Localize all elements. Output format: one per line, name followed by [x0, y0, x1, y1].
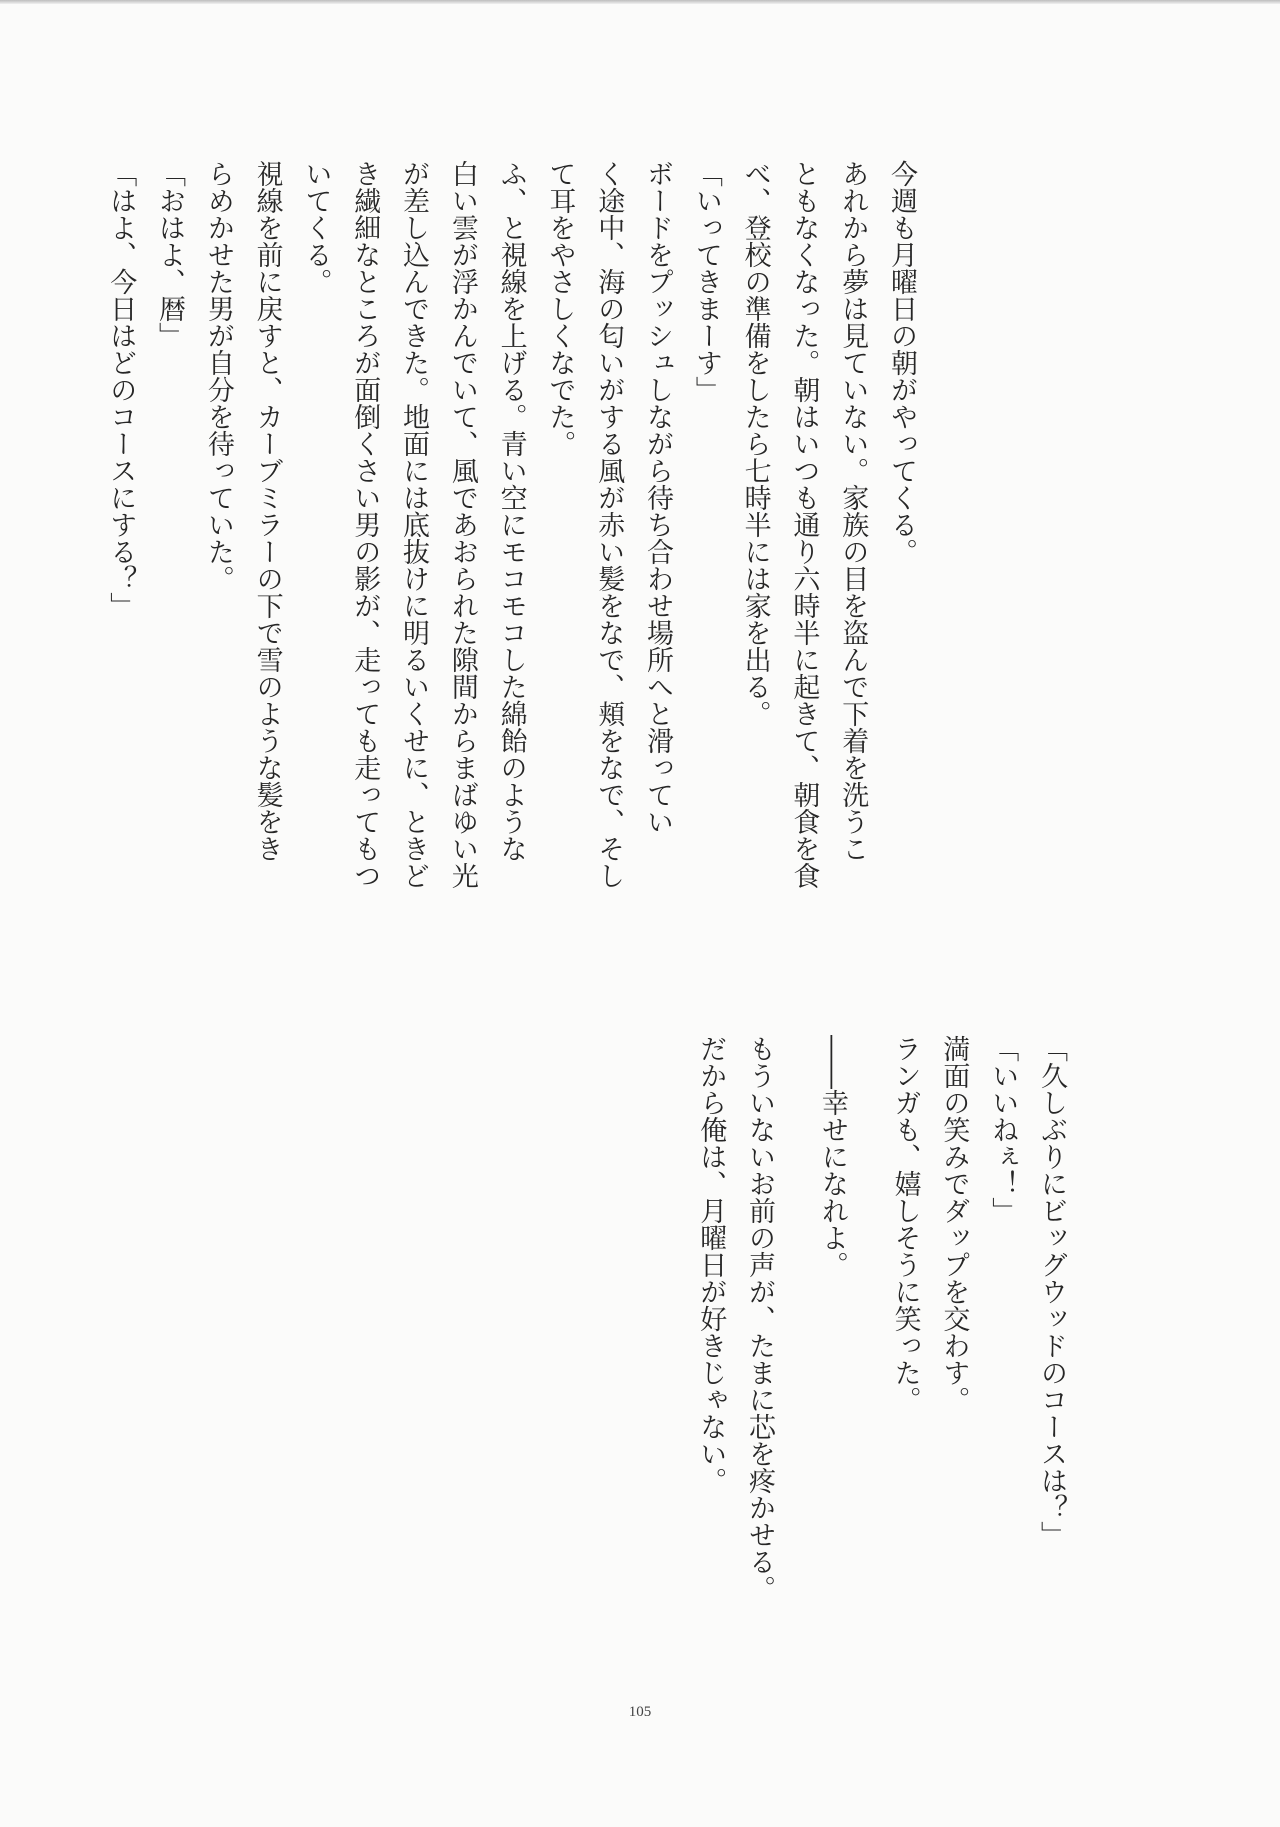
blank-line — [783, 1035, 807, 1695]
blank-line — [856, 1035, 880, 1695]
text-line: だから俺は、月曜日が好きじゃない。 — [695, 1035, 727, 1494]
text-line: べ、登校の準備をしたら七時半には家を出る。 — [739, 160, 771, 727]
text-line: ともなくなった。朝はいつも通り六時半に起きて、朝食を食 — [788, 160, 820, 889]
text-line: いてくる。 — [300, 160, 332, 295]
text-line: あれから夢は見ていない。家族の目を盗んで下着を洗うこ — [837, 160, 869, 862]
text-line: く途中、海の匂いがする風が赤い髪をなで、頬をなで、そし — [593, 160, 625, 889]
scan-edge — [0, 0, 1280, 4]
text-line: らめかせた男が自分を待っていた。 — [202, 160, 234, 592]
text-line: 満面の笑みでダップを交わす。 — [938, 1035, 970, 1413]
text-line: 「おはよ、暦」 — [154, 160, 186, 349]
text-line: ランガも、嬉しそうに笑った。 — [889, 1035, 921, 1413]
text-line: ボードをプッシュしながら待ち合わせ場所へと滑ってい — [642, 160, 674, 835]
text-line: が差し込んできた。地面には底抜けに明るいくせに、ときど — [398, 160, 430, 889]
text-line: 「はよ、今日はどのコースにする？」 — [105, 160, 137, 619]
text-line: き繊細なところが面倒くさい男の影が、走っても走ってもつ — [349, 160, 381, 889]
upper-text-block — [95, 160, 925, 930]
text-line: もういないお前の声が、たまに芯を疼かせる。 — [744, 1035, 776, 1602]
page-number: 105 — [628, 1704, 652, 1720]
lower-text-block — [685, 1035, 1075, 1695]
text-line: 今週も月曜日の朝がやってくる。 — [886, 160, 917, 565]
text-line: 白い雲が浮かんでいて、風であおられた隙間からまばゆい光 — [446, 160, 478, 889]
text-line: ふ、と視線を上げる。青い空にモコモコした綿飴のような — [495, 160, 527, 862]
text-line: 視線を前に戻すと、カーブミラーの下で雪のような髪をき — [251, 160, 283, 862]
text-line: 「いってきまーす」 — [690, 160, 722, 403]
text-line: 「久しぶりにビッグウッドのコースは？」 — [1036, 1035, 1067, 1548]
text-line: ――幸せになれよ。 — [816, 1035, 848, 1278]
text-line: 「いいねぇ！」 — [987, 1035, 1019, 1224]
text-line: て耳をやさしくなでた。 — [544, 160, 576, 457]
